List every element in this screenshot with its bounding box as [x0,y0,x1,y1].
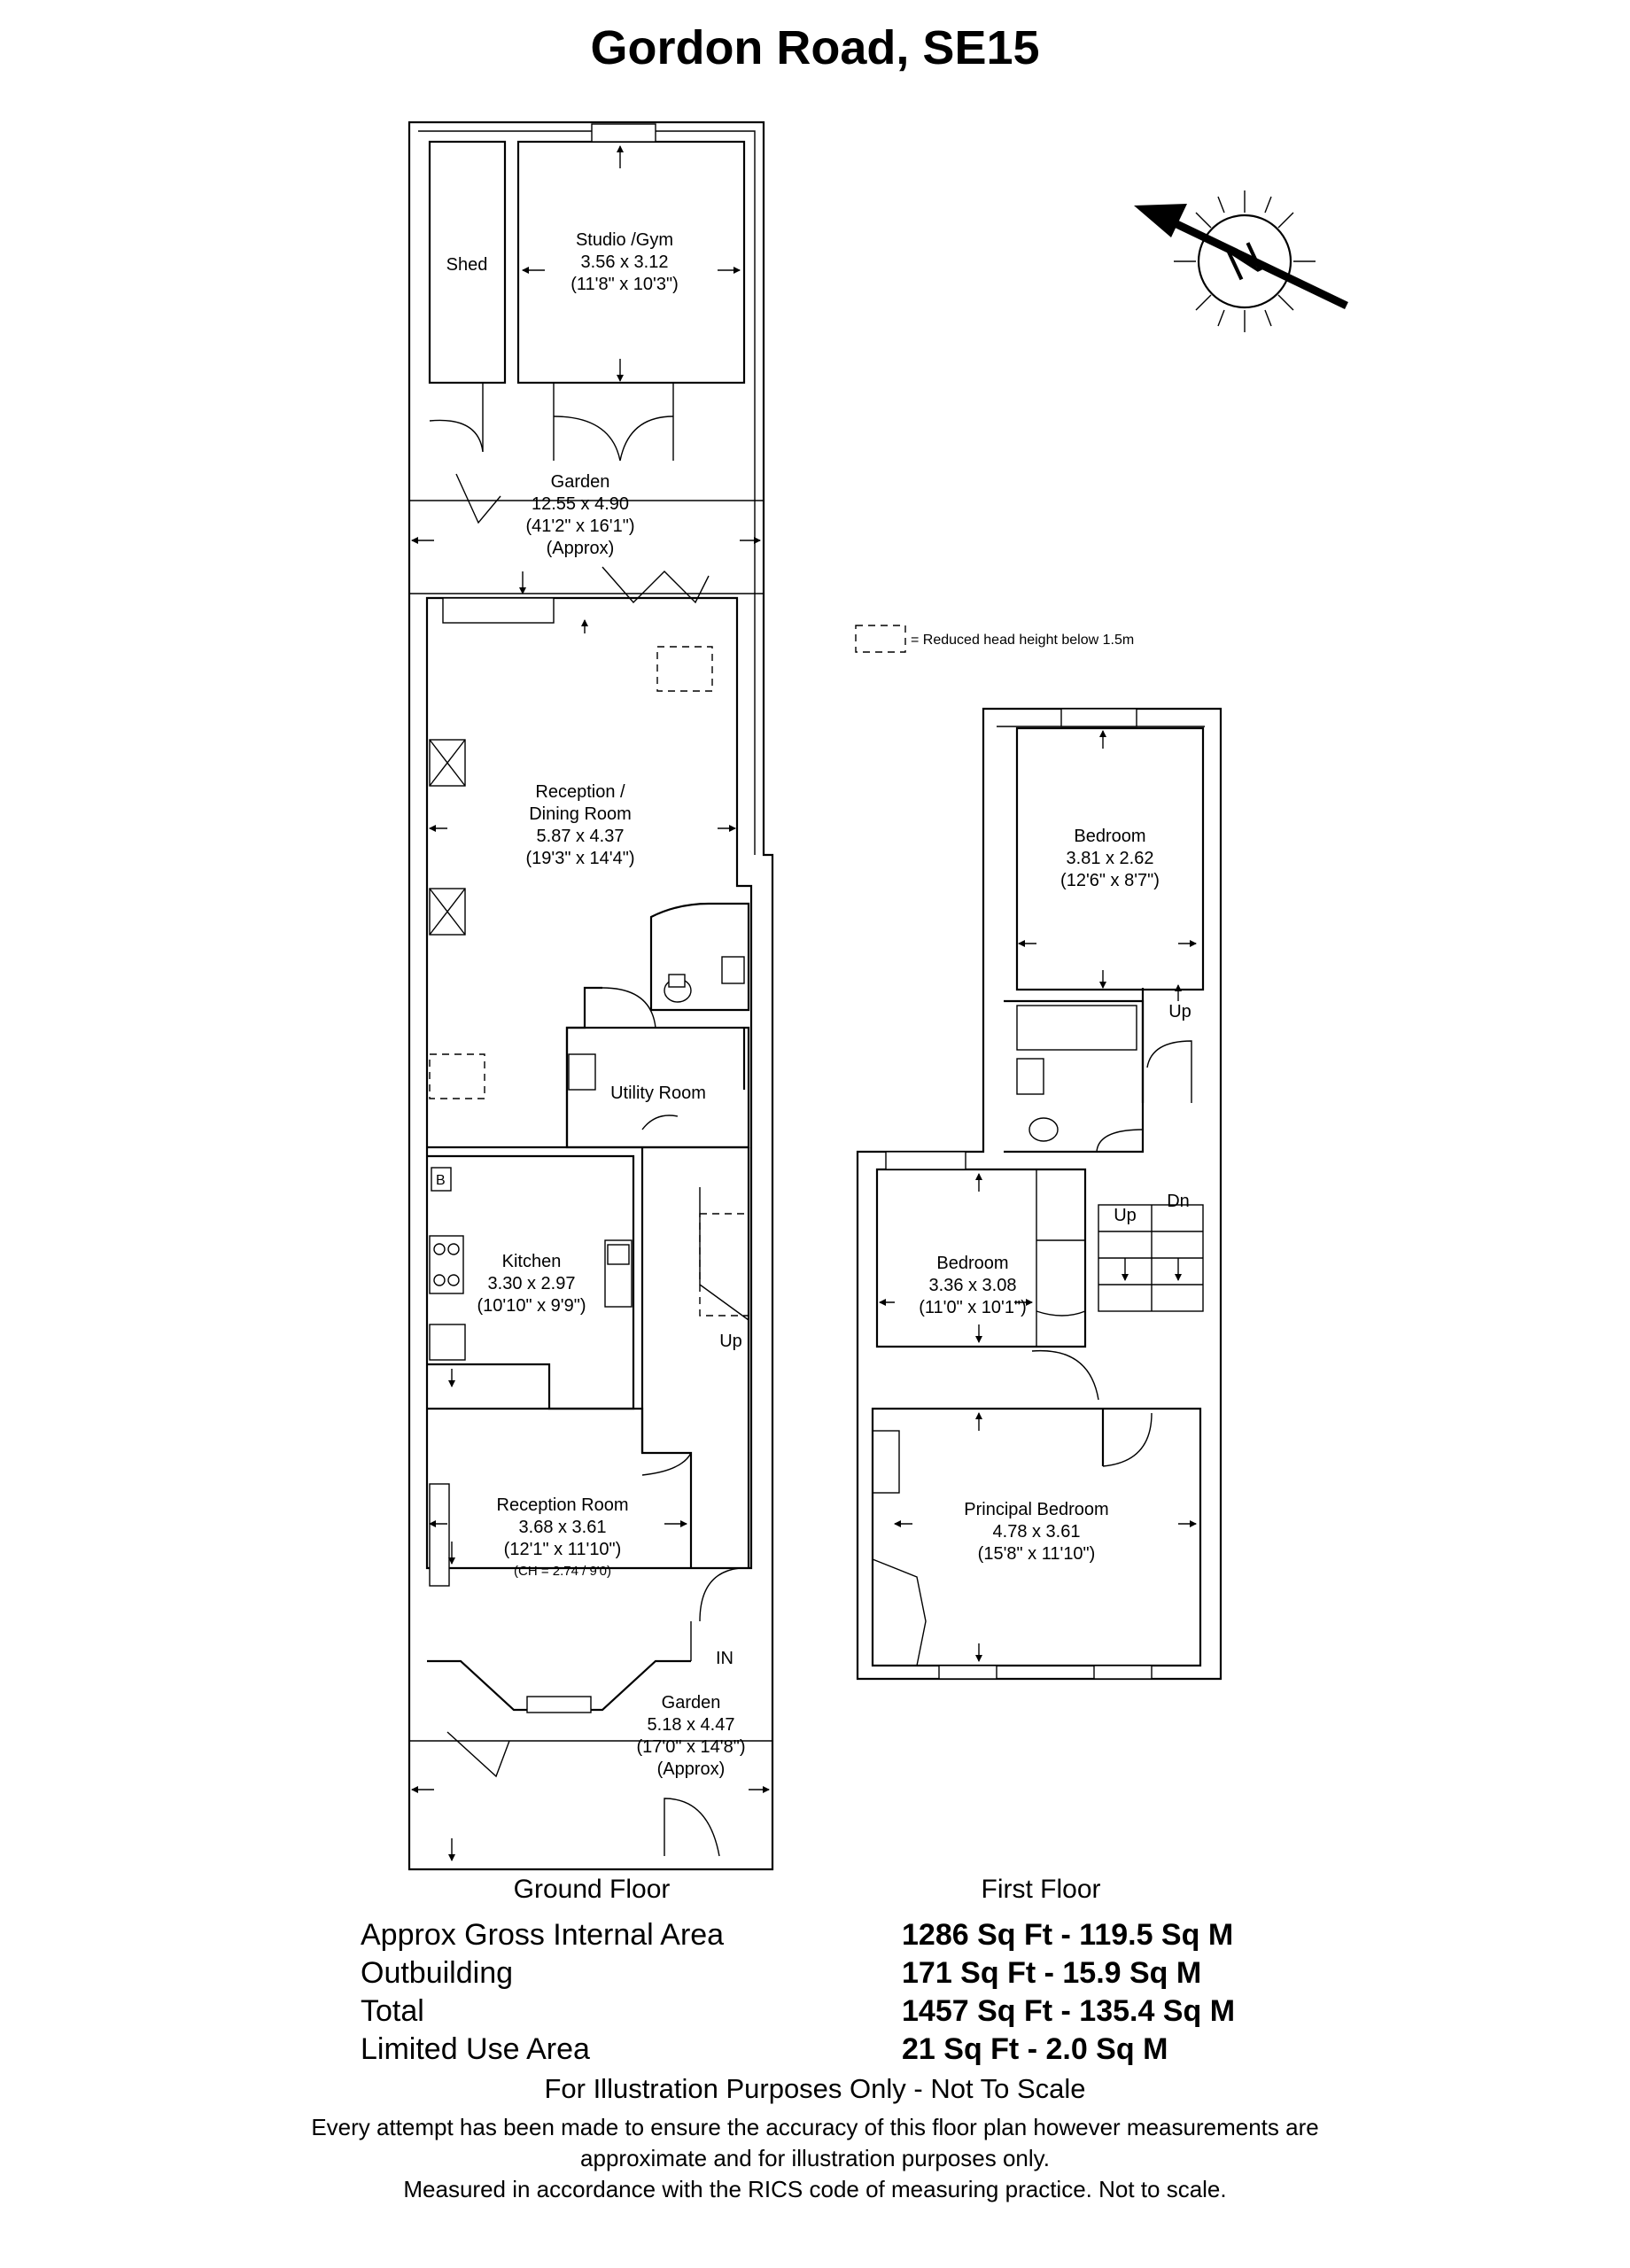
rear-garden-metric: 12.55 x 4.90 [531,494,630,514]
rear-bedroom-name: Bedroom [1074,827,1146,846]
studio-name: Studio /Gym [575,230,674,250]
reception-ceiling-height: (CH = 2.74 / 9'0) [514,1564,611,1579]
reception-name: Reception Room [496,1495,629,1515]
area-label-2: Total [361,1994,424,2028]
kitchen-name: Kitchen [501,1252,562,1271]
ground-floor-plan [409,122,772,1869]
area-label-3: Limited Use Area [361,2032,590,2066]
shed-label: Shed [446,255,488,275]
legend-text: = Reduced head height below 1.5m [911,633,1135,648]
boiler-label: B [436,1173,446,1188]
first-up-label: Up [1114,1206,1137,1225]
reception-dining-name-2: Dining Room [529,804,632,824]
compass-letter: N [1219,231,1270,291]
rear-garden-name: Garden [550,472,610,492]
disclaimer-line-1: Every attempt has been made to ensure the accuracy of this floor plan however measurements are [311,2114,1319,2140]
entrance-label: IN [716,1649,734,1668]
rear-bedroom-imperial: (12'6" x 8'7") [1060,871,1160,890]
dimension-arrows [412,146,769,1860]
middle-bedroom-imperial: (11'0" x 10'1") [919,1298,1027,1317]
ground-floor-caption: Ground Floor [513,1875,671,1904]
studio-metric: 3.56 x 3.12 [580,252,669,272]
middle-bedroom-metric: 3.36 x 3.08 [928,1276,1017,1295]
area-table [361,1918,1235,2066]
disclaimer-line-2: approximate and for illustration purposes only. [580,2145,1050,2171]
front-garden-imperial: (17'0" x 14'8") [636,1737,746,1757]
reception-dining-name-1: Reception / [535,782,625,802]
north-compass-icon [1134,190,1347,332]
page-title: Gordon Road, SE15 [590,21,1040,74]
area-label-0: Approx Gross Internal Area [361,1918,725,1952]
first-up-top-label: Up [1168,1002,1191,1021]
reception-metric: 3.68 x 3.61 [518,1518,607,1537]
area-value-1: 171 Sq Ft - 15.9 Sq M [902,1956,1202,1990]
first-floor-plan [858,709,1221,1679]
kitchen-metric: 3.30 x 2.97 [487,1274,576,1293]
middle-bedroom-name: Bedroom [936,1254,1009,1273]
illustration-note: For Illustration Purposes Only - Not To Scale [544,2073,1086,2104]
first-down-label: Dn [1167,1192,1190,1211]
kitchen-imperial: (10'10" x 9'9") [477,1296,586,1316]
principal-bedroom-name: Principal Bedroom [964,1500,1109,1519]
ground-up-label: Up [719,1332,742,1351]
studio-imperial: (11'8" x 10'3") [570,275,679,294]
rear-bedroom-metric: 3.81 x 2.62 [1066,849,1154,868]
reception-dining-metric: 5.87 x 4.37 [536,827,625,846]
area-value-2: 1457 Sq Ft - 135.4 Sq M [902,1994,1236,2028]
reception-imperial: (12'1" x 11'10") [503,1540,622,1559]
rear-garden-imperial: (41'2" x 16'1") [525,517,635,536]
utility-label: Utility Room [610,1084,706,1103]
front-garden-name: Garden [661,1693,721,1713]
principal-bedroom-imperial: (15'8" x 11'10") [977,1544,1096,1564]
principal-bedroom-metric: 4.78 x 3.61 [992,1522,1081,1542]
rear-garden-note: (Approx) [546,539,615,558]
area-label-1: Outbuilding [361,1956,514,1990]
legend [856,625,1134,652]
disclaimer-line-3: Measured in accordance with the RICS code of measuring practice. Not to scale. [403,2176,1227,2202]
front-garden-note: (Approx) [656,1759,726,1779]
area-value-0: 1286 Sq Ft - 119.5 Sq M [902,1918,1234,1952]
reception-dining-imperial: (19'3" x 14'4") [525,849,635,868]
first-floor-caption: First Floor [981,1875,1101,1904]
front-garden-metric: 5.18 x 4.47 [647,1715,735,1735]
area-value-3: 21 Sq Ft - 2.0 Sq M [902,2032,1168,2066]
